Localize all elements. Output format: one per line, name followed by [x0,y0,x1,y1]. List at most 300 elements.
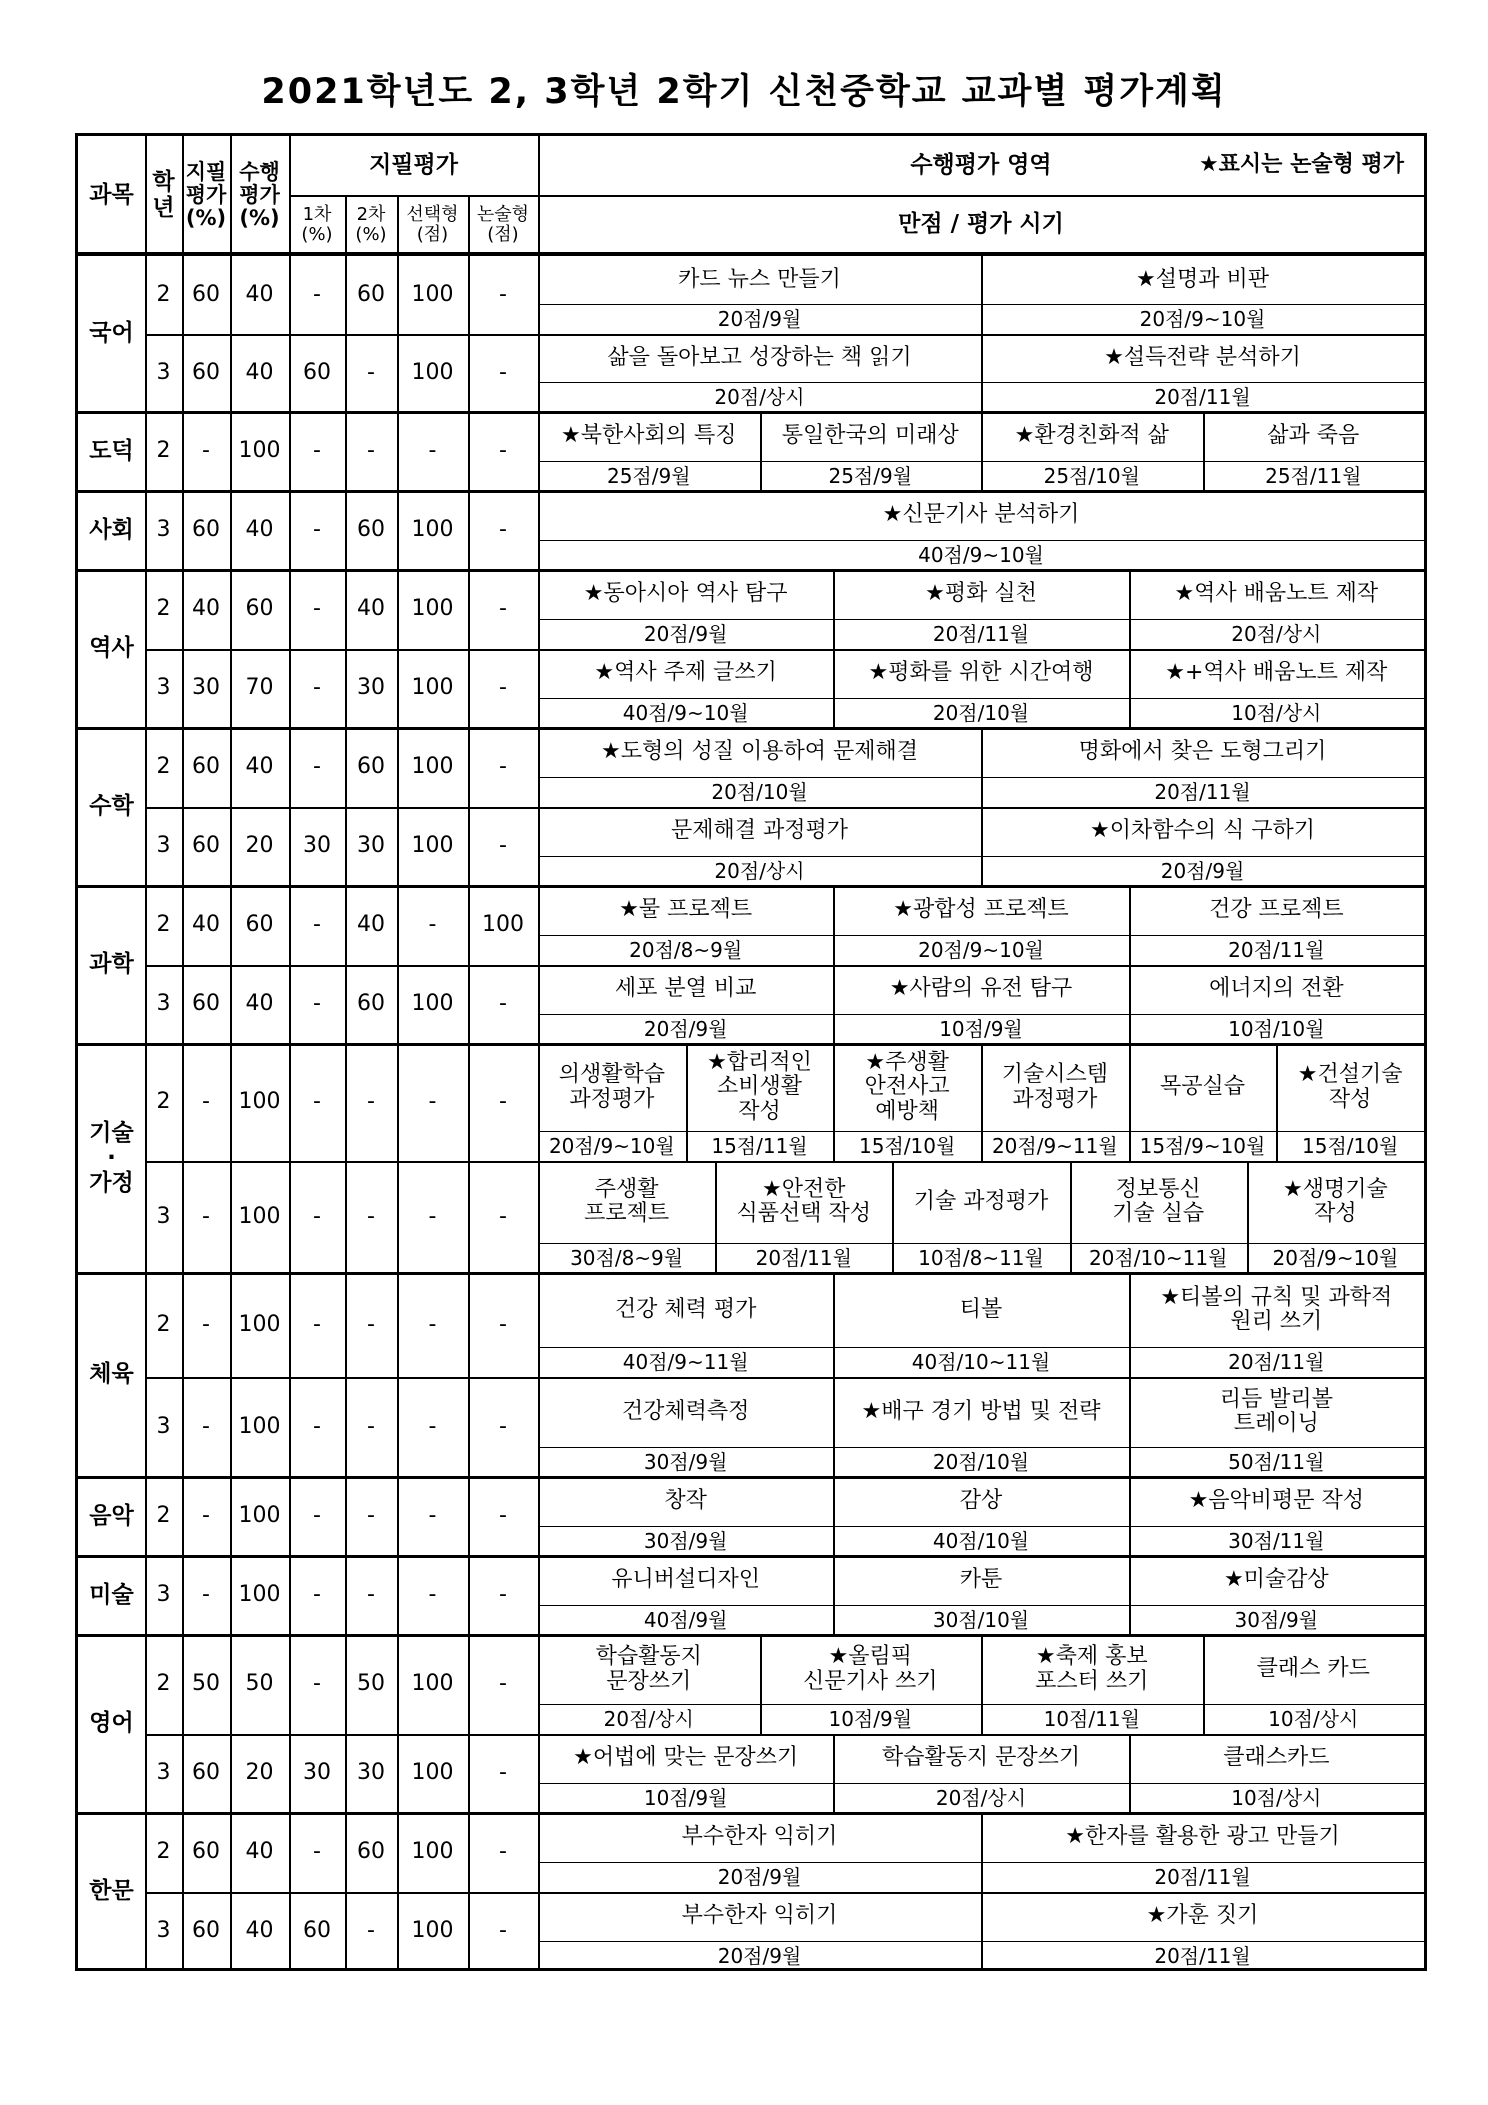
task-score-period: 40점/9~10월 [622,701,749,725]
written-ratio-header: 지필 평가 (%) [185,159,227,231]
first-exam-cell: - [313,1839,321,1865]
task-score-period: 20점/10월 [711,780,808,804]
grid-line [1129,1044,1131,1161]
grid-line [715,1161,717,1273]
page-title: 2021학년도 2, 3학년 2학기 신천중학교 교과별 평가계획 [261,72,1227,112]
grid-line [538,1704,1424,1705]
task-score-period: 30점/9월 [643,1529,728,1553]
performance-task: 클래스 카드 [1256,1656,1370,1682]
grade-cell: 3 [156,517,171,543]
performance-ratio-cell: 40 [245,991,274,1017]
grid-line [145,136,147,255]
performance-task: ★한자를 활용한 광고 만들기 [1065,1824,1340,1850]
first-exam-cell: - [313,1582,321,1608]
written-ratio-cell: - [202,1089,210,1115]
performance-task: 클래스카드 [1223,1745,1330,1771]
grid-line [538,304,1424,305]
performance-task: ★주생활 안전사고 예방책 [864,1050,950,1124]
second-exam-cell: 60 [357,991,385,1017]
essay-score-cell: - [499,833,507,859]
performance-task: 에너지의 전환 [1209,976,1344,1002]
choice-score-cell: - [428,1413,437,1439]
essay-score-cell: - [499,1089,507,1115]
subject-name: 국어 [89,320,134,347]
task-score-period: 25점/9월 [828,464,913,488]
grid-line [1129,1556,1131,1635]
second-exam-cell: 60 [357,1839,385,1865]
choice-score-cell: 100 [411,991,454,1017]
essay-score-cell: - [499,1760,507,1786]
grid-line [981,1044,983,1161]
task-score-period: 10점/9월 [939,1017,1023,1041]
grid-line [1129,965,1131,1044]
essay-score-cell: - [499,675,507,701]
first-exam-cell: 30 [303,833,331,859]
task-score-period: 20점/11월 [1228,938,1325,962]
performance-ratio-cell: 50 [245,1671,274,1697]
subject-name: 미술 [89,1581,134,1608]
grid-line [981,256,983,334]
grid-line [1129,1477,1131,1556]
written-ratio-cell: - [202,1582,210,1608]
performance-task: ★생명기술 작성 [1283,1176,1388,1226]
performance-task: 건강 프로젝트 [1209,897,1344,923]
task-score-period: 20점/상시 [714,385,805,409]
second-exam-cell: 60 [357,754,385,780]
performance-task: 정보통신 기술 실습 [1112,1176,1205,1226]
performance-task: ★광합성 프로젝트 [893,897,1069,923]
performance-task: 학습활동지 문장쓰기 [595,1644,702,1694]
performance-task: ★역사 배움노트 제작 [1174,581,1379,607]
performance-task: 세포 분열 비교 [614,976,757,1002]
essay-score-cell: - [499,1671,507,1697]
task-score-period: 20점/9~10월 [1139,307,1266,331]
grid-line [538,1243,1424,1244]
grid-line [538,1526,1424,1527]
task-score-period: 40점/10~11월 [911,1350,1051,1374]
performance-ratio-cell: 40 [245,281,274,307]
written-ratio-cell: - [202,438,210,464]
subject-name: 역사 [89,635,134,662]
first-exam-cell: 60 [303,359,331,385]
task-score-period: 20점/11월 [755,1246,852,1270]
grade-cell: 3 [156,1203,171,1229]
grid-line [1129,886,1131,965]
grade-cell: 3 [156,675,171,701]
grid-line [538,856,1424,857]
second-exam-cell: 50 [357,1671,385,1697]
grade-cell: 3 [156,1760,171,1786]
grid-line [538,461,1424,462]
grade-cell: 3 [156,1413,171,1439]
performance-task: ★음악비평문 작성 [1188,1488,1365,1514]
written-ratio-cell: 60 [192,991,220,1017]
grid-line [538,1447,1424,1448]
written-ratio-cell: 30 [192,675,220,701]
grid-line [345,195,347,255]
written-ratio-cell: 60 [192,359,220,385]
performance-ratio-cell: 40 [245,517,274,543]
grade-cell: 2 [156,438,171,464]
first-exam-cell: - [313,596,321,622]
written-ratio-cell: 60 [192,517,220,543]
choice-score-cell: - [428,438,437,464]
grid-line [892,1161,894,1273]
choice-score-cell: - [428,1582,437,1608]
task-score-period: 10점/상시 [1231,701,1322,725]
essay-score-cell: - [499,1503,507,1529]
performance-ratio-cell: 100 [238,1413,281,1439]
grid-line [981,1892,983,1971]
choice-score-cell: 100 [411,833,454,859]
performance-ratio-cell: 100 [238,1089,281,1115]
second-exam-cell: - [367,1089,375,1115]
grade-cell: 2 [156,1089,171,1115]
task-score-period: 20점/11월 [1154,780,1251,804]
grade-cell: 2 [156,1311,171,1337]
first-exam-cell: - [313,1671,321,1697]
performance-task: 부수한자 익히기 [681,1824,838,1850]
task-score-period: 30점/9월 [643,1450,728,1474]
grade-cell: 3 [156,833,171,859]
grid-line [538,1347,1424,1348]
choice-score-cell: 100 [411,281,454,307]
performance-ratio-cell: 100 [238,1582,281,1608]
subject-name: 한문 [89,1878,134,1905]
essay-score-cell: - [499,1413,507,1439]
performance-task: 건강 체력 평가 [614,1296,757,1322]
grid-line [1129,570,1131,649]
performance-ratio-cell: 40 [245,359,274,385]
performance-task: 카드 뉴스 만들기 [678,266,841,292]
performance-task: 주생활 프로젝트 [584,1176,670,1226]
task-score-period: 10점/9월 [643,1786,728,1810]
first-exam-cell: - [313,1413,321,1439]
essay-header: 논술형 (점) [476,204,530,245]
essay-note: ★표시는 논술형 평가 [1198,152,1404,178]
task-score-period: 15점/10월 [859,1134,956,1158]
grid-line [1129,1377,1131,1477]
task-score-period: 20점/9월 [717,307,802,331]
second-exam-cell: - [367,1203,375,1229]
written-ratio-cell: 60 [192,281,220,307]
task-score-period: 30점/9월 [1234,1608,1319,1632]
performance-ratio-cell: 100 [238,1311,281,1337]
subject-name: 음악 [89,1502,134,1529]
task-score-period: 25점/11월 [1265,464,1362,488]
grade-cell: 3 [156,1918,171,1944]
grid-line [686,1044,688,1161]
performance-task: ★티볼의 규칙 및 과학적 원리 쓰기 [1160,1284,1393,1334]
grid-line [538,1131,1424,1132]
grid-line [981,807,983,886]
subject-name: 기술 · 가정 [89,1119,134,1197]
grid-line [833,1556,835,1635]
choice-header: 선택형 (점) [406,204,459,245]
second-exam-cell: - [367,1413,375,1439]
grid-line [289,136,291,255]
performance-task: ★설명과 비판 [1136,266,1269,292]
written-ratio-cell: 40 [192,596,220,622]
first-exam-cell: - [313,991,321,1017]
task-score-period: 20점/9~10월 [548,1134,675,1158]
grid-line [1247,1161,1249,1273]
essay-score-cell: - [499,1839,507,1865]
essay-score-cell: - [499,517,507,543]
essay-score-cell: - [499,1918,507,1944]
choice-score-cell: 100 [411,675,454,701]
written-ratio-cell: 60 [192,1760,220,1786]
second-exam-cell: - [367,359,375,385]
grid-line [538,1862,1424,1863]
task-score-period: 20점/상시 [603,1707,694,1731]
performance-task: ★합리적인 소비생활 작성 [707,1050,812,1124]
task-score-period: 20점/상시 [935,1786,1027,1810]
essay-score-cell: - [499,359,507,385]
task-score-period: 20점/9월 [1160,859,1245,883]
second-exam-cell: 30 [357,1760,385,1786]
performance-area-header: 수행평가 영역 [910,151,1052,178]
task-score-period: 20점/11월 [1228,1350,1325,1374]
performance-task: 기술시스템 과정평가 [1001,1062,1108,1112]
second-exam-cell: - [367,1918,375,1944]
task-score-period: 25점/10월 [1043,464,1140,488]
performance-task: ★어법에 맞는 문장쓰기 [573,1745,799,1771]
essay-score-cell: - [499,754,507,780]
performance-ratio-cell: 40 [245,1918,274,1944]
task-score-period: 20점/11월 [1154,1944,1251,1968]
performance-task: 리듬 발리볼 트레이닝 [1219,1386,1333,1436]
written-ratio-cell: 50 [192,1671,220,1697]
subject-name: 수학 [89,793,134,820]
task-score-period: 20점/상시 [1231,622,1322,646]
task-score-period: 30점/10월 [932,1608,1030,1632]
essay-score-cell: - [499,438,507,464]
choice-score-cell: 100 [411,517,454,543]
task-score-period: 20점/8~9월 [629,938,743,962]
grade-cell: 2 [156,1839,171,1865]
performance-ratio-cell: 40 [245,1839,274,1865]
performance-task: ★미술감상 [1223,1567,1329,1593]
essay-score-cell: - [499,281,507,307]
performance-task: 삶을 돌아보고 성장하는 책 읽기 [607,344,912,370]
written-ratio-cell: - [202,1503,210,1529]
written-ratio-cell: - [202,1311,210,1337]
first-exam-cell: 60 [303,1918,331,1944]
choice-score-cell: 100 [411,359,454,385]
grade-header: 학 년 [152,169,175,221]
grid-line [182,136,184,255]
written-ratio-cell: 60 [192,833,220,859]
grid-line [538,1941,1424,1942]
task-score-period: 30점/11월 [1228,1529,1325,1553]
task-score-period: 20점/9월 [717,1944,802,1968]
choice-score-cell: - [428,1203,437,1229]
task-score-period: 25점/9월 [606,464,691,488]
grid-line [833,886,835,965]
choice-score-cell: 100 [411,1671,454,1697]
performance-task: 티볼 [959,1296,1003,1322]
performance-task: ★역사 주제 글쓰기 [594,660,777,686]
performance-task: 문제해결 과정평가 [670,818,848,844]
grid-line [833,1377,835,1477]
first-exam-cell: - [313,517,321,543]
task-score-period: 10점/8~11월 [918,1246,1044,1270]
second-exam-cell: - [367,1582,375,1608]
grade-cell: 2 [156,1671,171,1697]
grid-line [981,1813,983,1892]
performance-task: 건강체력측정 [621,1398,750,1424]
grid-line [833,1477,835,1556]
subject-name: 체육 [89,1361,134,1388]
performance-task: ★평화를 위한 시간여행 [868,660,1094,686]
subject-name: 사회 [89,516,134,543]
grid-line [1203,1635,1205,1734]
grid-line [538,777,1424,778]
first-exam-cell: - [313,1503,321,1529]
performance-task: 기술 과정평가 [913,1188,1049,1214]
task-score-period: 20점/10월 [932,1450,1030,1474]
grade-cell: 2 [156,596,171,622]
first-exam-cell: - [313,675,321,701]
performance-task: ★평화 실천 [925,581,1037,607]
performance-task: ★신문기사 분석하기 [882,502,1080,528]
performance-task: ★동아시아 역사 탐구 [583,581,788,607]
performance-task: ★설득전략 분석하기 [1104,344,1301,370]
second-exam-cell: 40 [357,596,385,622]
task-score-period: 15점/9~10월 [1139,1134,1266,1158]
task-score-period: 15점/10월 [1302,1134,1399,1158]
choice-score-cell: - [428,1503,437,1529]
subject-name: 도덕 [89,437,134,464]
grade-cell: 2 [156,754,171,780]
first-exam-cell: - [313,1203,321,1229]
written-ratio-cell: - [202,1413,210,1439]
written-ratio-cell: 60 [192,1918,220,1944]
choice-score-cell: 100 [411,1918,454,1944]
task-score-period: 40점/10월 [932,1529,1030,1553]
grid-line [981,412,983,491]
performance-ratio-cell: 60 [245,912,274,938]
score-time-header: 만점 / 평가 시기 [898,211,1064,238]
first-exam-cell: - [313,1089,321,1115]
first-exam-header: 1차 (%) [301,204,333,245]
written-ratio-cell: - [202,1203,210,1229]
task-score-period: 20점/10~11월 [1088,1246,1228,1270]
performance-task: 부수한자 익히기 [681,1903,838,1929]
performance-task: 목공실습 [1159,1074,1245,1100]
performance-ratio-cell: 70 [245,675,274,701]
performance-task: 창작 [664,1488,707,1514]
written-ratio-cell: 60 [192,1839,220,1865]
grade-cell: 3 [156,991,171,1017]
performance-ratio-cell: 100 [238,438,281,464]
performance-task: 명화에서 찾은 도형그리기 [1078,739,1327,765]
essay-score-cell: - [499,991,507,1017]
grid-line [833,1734,835,1813]
choice-score-cell: - [428,1311,437,1337]
grade-cell: 3 [156,1582,171,1608]
grid-line [538,1783,1424,1784]
performance-task: 삶과 죽음 [1267,423,1360,449]
performance-task: 의생활학습 과정평가 [558,1062,665,1112]
performance-task: 카툰 [959,1567,1003,1593]
second-exam-cell: 30 [357,675,385,701]
task-score-period: 20점/9월 [717,1865,802,1889]
grid-line [538,1605,1424,1606]
task-score-period: 20점/10월 [932,701,1030,725]
performance-task: ★배구 경기 방법 및 전략 [861,1398,1101,1424]
written-ratio-cell: 40 [192,912,220,938]
second-exam-cell: - [367,1503,375,1529]
subject-header: 과목 [89,181,134,208]
choice-score-cell: 100 [411,1839,454,1865]
grid-line [1129,1734,1131,1813]
first-exam-cell: - [313,438,321,464]
grid-line [1129,649,1131,728]
essay-score-cell: - [499,596,507,622]
performance-task: ★도형의 성질 이용하여 문제해결 [601,739,918,765]
performance-task: 학습활동지 문장쓰기 [881,1745,1081,1771]
first-exam-cell: - [313,912,321,938]
task-score-period: 20점/9~10월 [918,938,1044,962]
grade-cell: 2 [156,912,171,938]
choice-score-cell: 100 [411,596,454,622]
essay-score-cell: 100 [482,912,524,938]
performance-task: ★북한사회의 특징 [561,423,737,449]
grid-line [538,136,540,255]
second-exam-cell: 30 [357,833,385,859]
second-exam-cell: - [367,1311,375,1337]
performance-task: ★건설기술 작성 [1297,1062,1403,1112]
grid-line [538,619,1424,620]
grid-line [981,334,983,412]
grid-line [981,1635,983,1734]
written-eval-header: 지필평가 [369,151,458,178]
task-score-period: 40점/9~11월 [622,1350,749,1374]
grid-line [538,935,1424,936]
second-exam-cell: - [367,438,375,464]
essay-score-cell: - [499,1311,507,1337]
performance-ratio-cell: 100 [238,1203,281,1229]
task-score-period: 20점/9월 [643,622,728,646]
performance-task: 감상 [959,1488,1003,1514]
grid-line [468,195,470,255]
task-score-period: 10점/상시 [1231,1786,1322,1810]
grid-line [833,570,835,649]
task-score-period: 10점/9월 [828,1707,913,1731]
task-score-period: 40점/9월 [643,1608,728,1632]
grid-line [1203,412,1205,491]
performance-task: ★환경친화적 삶 [1014,423,1169,449]
choice-score-cell: - [428,912,437,938]
performance-task: ★올림픽 신문기사 쓰기 [802,1644,938,1694]
written-ratio-cell: 60 [192,754,220,780]
task-score-period: 10점/11월 [1043,1707,1140,1731]
performance-task: ★이차함수의 식 구하기 [1090,818,1315,844]
subject-name: 영어 [89,1710,134,1737]
grid-line [538,1014,1424,1015]
task-score-period: 20점/상시 [714,859,805,883]
choice-score-cell: - [428,1089,437,1115]
evaluation-plan-table [75,133,1427,1971]
task-score-period: 20점/9월 [643,1017,728,1041]
first-exam-cell: - [313,754,321,780]
task-score-period: 20점/9~11월 [991,1134,1118,1158]
grade-cell: 2 [156,281,171,307]
grid-line [1070,1161,1072,1273]
task-score-period: 20점/11월 [932,622,1030,646]
